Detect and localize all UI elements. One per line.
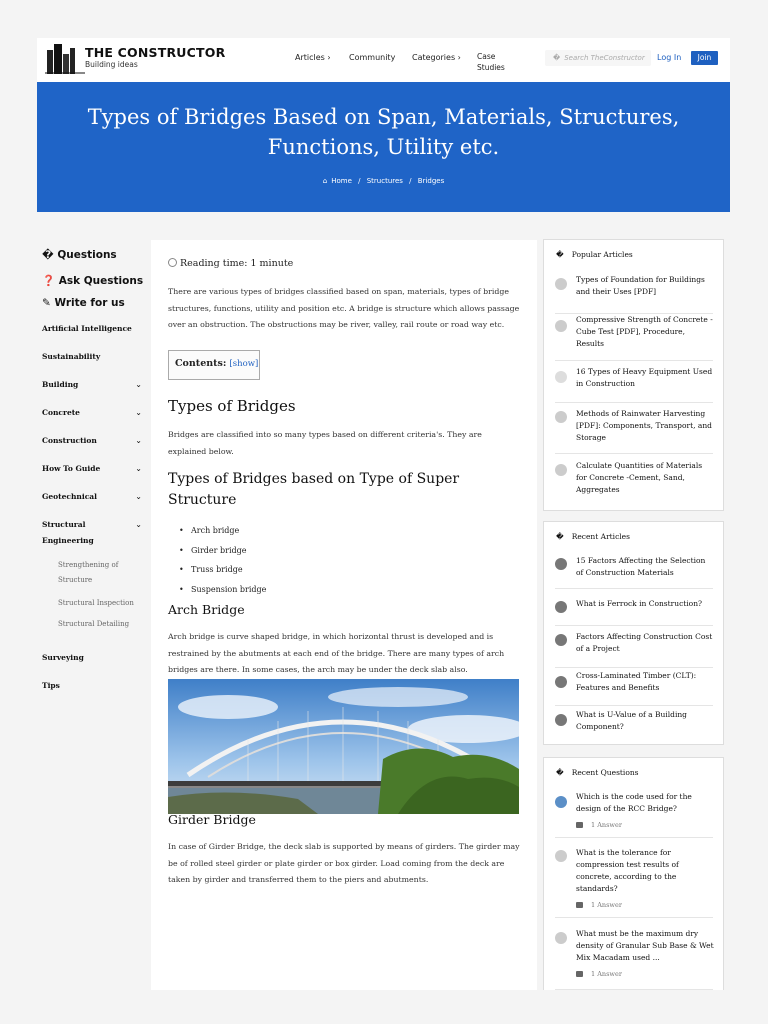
article-thumbnail [555,278,567,290]
article-thumbnail [555,464,567,476]
list-item[interactable] [555,270,713,314]
answer-count-text: 1 Answer [591,901,622,909]
brand-name[interactable]: THE CONSTRUCTOR [85,45,226,60]
comment-icon [576,971,583,977]
chevron-down-icon[interactable]: ⌄ [135,492,142,501]
left-sidebar [37,240,151,990]
user-avatar [555,850,567,862]
star-icon: � [556,250,564,259]
article-link[interactable]: Factors Affecting Construction Cost of a Project [576,632,713,653]
search-placeholder: Search TheConstructor [564,54,645,62]
article-thumbnail [555,714,567,726]
reading-time [168,258,293,269]
sidebar-sub-inspection[interactable]: Structural Inspection [58,599,134,607]
recent-articles-title [556,532,630,541]
chevron-down-icon[interactable]: ⌄ [135,408,142,417]
intro-paragraph: There are various types of bridges classified based on span, materials, types of bridge structures, functions, utility and position etc. A bridge is structure which allows passage over an obstruction. The obstructions may be river, valley, rail route or road way etc. [168,287,520,329]
contents-show-toggle[interactable]: [show] [229,359,259,369]
answer-count[interactable] [576,821,622,829]
home-icon: ⌂ [322,177,328,185]
arch-paragraph: Arch bridge is curve shaped bridge, in which horizontal thrust is developed and is restrained by the abutments at each end of the bridge. There are many types of arch bridges are there. In some cases, the arch may be under the deck slab also. [168,632,505,674]
answer-count[interactable] [576,970,622,978]
list-item: • Girder bridge [191,541,266,561]
sidebar-item-ai[interactable] [42,321,142,337]
breadcrumb-separator: / [409,177,412,185]
reading-time-text: Reading time: 1 minute [180,258,294,269]
question-item[interactable] [555,918,713,990]
list-item[interactable] [555,361,713,403]
list-item[interactable] [555,403,713,454]
top-navbar [37,38,730,82]
list-item: • Truss bridge [191,560,266,580]
article-thumbnail [555,320,567,332]
join-button[interactable]: Join [691,51,718,65]
site-logo[interactable] [45,42,85,74]
list-item: • Arch bridge [191,521,266,541]
list-item: • Suspension bridge [191,580,266,600]
article-link[interactable]: What is Ferrock in Construction? [576,599,703,608]
heading-super-structure: Types of Bridges based on Type of Super Structure [168,471,460,508]
clock-icon: � [556,532,564,541]
card-title-text: Popular Articles [571,250,633,259]
article-link[interactable]: What is U-Value of a Building Component? [576,710,687,731]
sidebar-item-label: Surveying [42,653,84,662]
hero-banner [37,82,730,212]
answer-count-text: 1 Answer [591,821,622,829]
sidebar-item-label: Tips [42,681,60,690]
sidebar-item-sustainability[interactable] [42,349,142,365]
article-link[interactable]: 16 Types of Heavy Equipment Used in Construction [576,367,713,388]
article-link[interactable]: Compressive Strength of Concrete -Cube Test [PDF], Procedure, Results [576,315,713,348]
card-title-text: Recent Articles [571,532,630,541]
sidebar-questions[interactable]: � Questions [42,249,117,261]
chevron-down-icon[interactable]: ⌄ [135,520,142,529]
article-thumbnail [555,676,567,688]
chevron-down-icon[interactable]: ⌄ [135,436,142,445]
sidebar-item-label: Building [42,380,79,389]
breadcrumb-bridges[interactable]: Bridges [417,177,445,185]
user-avatar [555,932,567,944]
list-item[interactable] [555,589,713,626]
sidebar-item-surveying[interactable] [42,650,142,666]
sidebar-item-label: Sustainability [42,352,101,361]
list-item[interactable] [555,706,713,744]
sidebar-item-label: Construction [42,436,97,445]
breadcrumb-home[interactable]: Home [331,177,352,185]
breadcrumb-structures[interactable]: Structures [366,177,403,185]
article-thumbnail [555,411,567,423]
article-link[interactable]: Calculate Quantities of Materials for Concrete -Cement, Sand, Aggregates [576,461,703,494]
breadcrumb [37,177,730,185]
sidebar-sub-strengthening[interactable]: Strengthening of Structure [58,561,119,584]
answer-count-text: 1 Answer [591,970,622,978]
article-thumbnail [555,558,567,570]
article-link[interactable]: Types of Foundation for Buildings and their Uses [PDF] [576,275,705,296]
sidebar-item-label: How To Guide [42,464,101,473]
list-item[interactable] [555,314,713,361]
sidebar-write-for-us[interactable]: ✎ Write for us [42,297,125,309]
chevron-down-icon[interactable]: ⌄ [135,464,142,473]
comment-icon [576,822,583,828]
sidebar-item-label: Artificial Intelligence [42,324,132,333]
heading-arch-bridge: Arch Bridge [168,602,245,617]
comment-icon [576,902,583,908]
contents-label: Contents: [175,358,227,369]
heading-girder-bridge: Girder Bridge [168,812,256,827]
question-link[interactable]: What must be the maximum dry density of Granular Sub Base & Wet Mix Macadam used ... [576,929,714,962]
sidebar-item-label: Concrete [42,408,80,417]
breadcrumb-separator: / [358,177,361,185]
sidebar-item-geotechnical[interactable] [42,489,142,505]
sidebar-item-concrete[interactable] [42,405,142,421]
chevron-down-icon[interactable]: ⌄ [135,380,142,389]
recent-questions-title [556,768,639,777]
arch-bridge-image [168,679,519,814]
question-item[interactable] [555,838,713,918]
sidebar-sub-detailing[interactable]: Structural Detailing [58,620,130,628]
sidebar-item-tips[interactable] [42,678,142,694]
question-icon: � [556,768,564,777]
login-link[interactable]: Log In [657,53,682,62]
question-link[interactable]: What is the tolerance for compression test results of concrete, according to the standards? [576,848,679,893]
nav-community[interactable]: Community [349,53,396,62]
article-thumbnail [555,601,567,613]
search-input[interactable] [545,50,651,66]
article-thumbnail [555,634,567,646]
nav-articles[interactable]: Articles › [295,53,331,62]
nav-categories[interactable]: Categories › [412,53,461,62]
nav-case-studies[interactable]: Case Studies [477,52,505,72]
table-of-contents [168,350,260,380]
clock-icon [168,258,177,267]
sidebar-ask-questions[interactable]: ❓ Ask Questions [42,275,144,287]
page-title: Types of Bridges Based on Span, Materials, Structures, Functions, Utility etc. [87,105,680,159]
heading-types-of-bridges: Types of Bridges [168,397,296,415]
sidebar-item-label: Geotechnical [42,492,98,501]
types-paragraph: Bridges are classified into so many types based on different criteria's. They are explained below. [168,430,482,456]
sidebar-item-how-to-guide[interactable] [42,461,142,477]
article-link[interactable]: Cross-Laminated Timber (CLT): Features and Benefits [576,671,697,692]
answer-count[interactable] [576,901,622,909]
article-thumbnail [555,371,567,383]
list-item[interactable] [555,668,713,706]
recent-articles-card [543,521,724,745]
search-icon: � [553,54,561,62]
popular-articles-card [543,239,724,511]
sidebar-item-label: Structural Engineering [42,520,94,545]
sidebar-item-structural-engineering[interactable] [42,517,142,549]
article-body [151,240,537,990]
user-avatar [555,796,567,808]
card-title-text: Recent Questions [571,768,639,777]
brand-tagline: Building ideas [85,60,138,69]
article-link[interactable]: Methods of Rainwater Harvesting [PDF]: Components, Transport, and Storage [576,409,712,442]
question-link[interactable]: Which is the code used for the design of the RCC Bridge? [576,792,692,813]
question-item[interactable] [555,788,713,838]
list-item[interactable] [555,626,713,668]
bridge-type-list [191,521,266,599]
list-item[interactable] [555,454,713,506]
sidebar-item-construction[interactable] [42,433,142,449]
sidebar-item-building[interactable] [42,377,142,393]
girder-paragraph: In case of Girder Bridge, the deck slab is supported by means of girders. The girder may be of rolled steel girder or plate girder or box girder. Load coming from the deck are taken by girder and transferred them to the piers and abutments. [168,842,520,884]
popular-articles-title [556,250,633,259]
recent-questions-card [543,757,724,990]
list-item[interactable] [555,552,713,589]
article-link[interactable]: 15 Factors Affecting the Selection of Construction Materials [576,556,706,577]
